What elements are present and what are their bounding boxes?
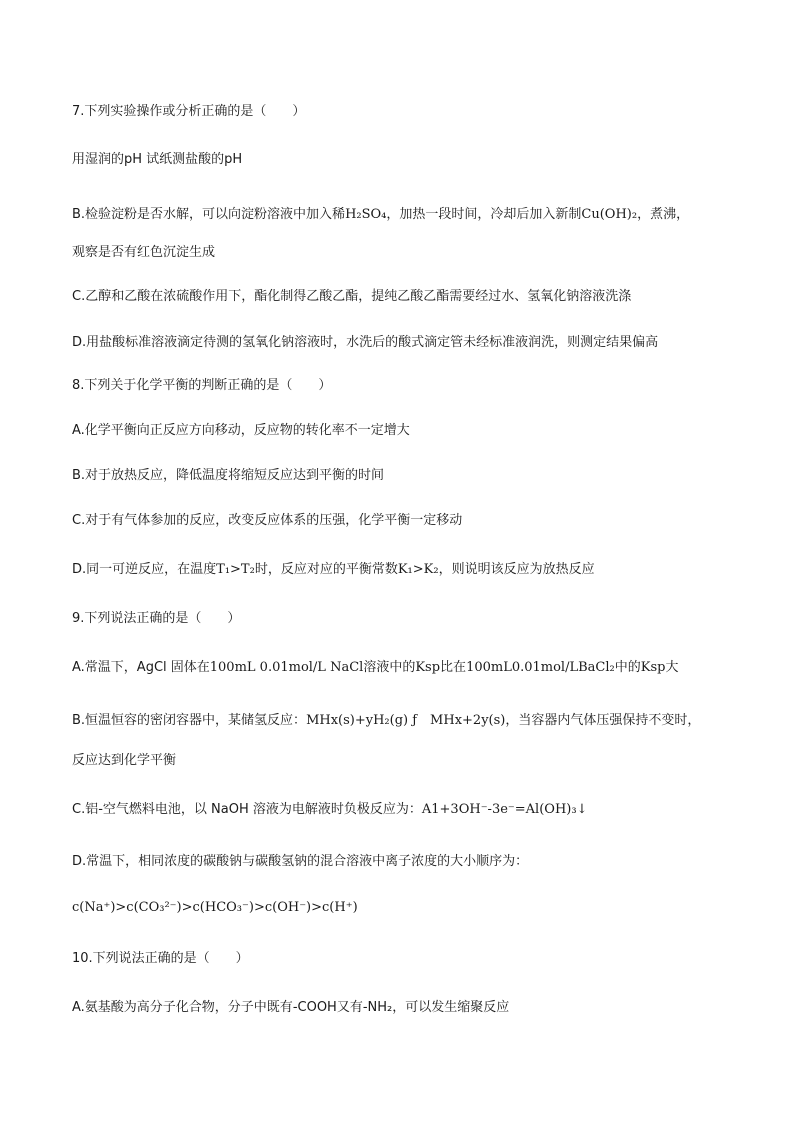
- q10-stem: 10.下列说法正确的是（ ）: [72, 951, 249, 966]
- q9-c-equation: A1+3OH⁻-3e⁻=Al(OH)₃↓: [421, 802, 588, 817]
- q7-b-text-3: ，煮沸，: [637, 207, 690, 222]
- q10-a-text-3: ，可以发生缩聚反应: [392, 1000, 510, 1015]
- q8-d-constants: K₁>K₂: [397, 562, 439, 577]
- q9-option-d-ion-order: c(Na⁺)>c(CO₃²⁻)>c(HCO₃⁻)>c(OH⁻)>c(H⁺): [72, 900, 358, 915]
- q7-b-text-2: ，加热一段时间，冷却后加入新制: [386, 207, 582, 222]
- q9-stem: 9.下列说法正确的是（ ）: [72, 611, 241, 626]
- q10-option-a: [72, 998, 742, 1018]
- q10-a-text-1: A.氨基酸为高分子化合物，分子中既有: [72, 1000, 293, 1015]
- q8-option-a: A.化学平衡向正反应方向移动，反应物的转化率不一定增大: [72, 423, 410, 438]
- q8-stem: 8.下列关于化学平衡的判断正确的是（ ）: [72, 378, 332, 393]
- q7-option-a: 用湿润的pH 试纸测盐酸的pH: [72, 152, 243, 167]
- q7-option-c: C.乙醇和乙酸在浓硫酸作用下，酯化制得乙酸乙酯，提纯乙酸乙酯需要经过水、氢氧化钠溶液洗涤: [72, 289, 632, 304]
- q8-d-text-1: D.同一可逆反应，在温度: [72, 562, 217, 577]
- q7-b-formula-cuoh2: Cu(OH)₂: [581, 207, 638, 222]
- q10-a-text-2: 又有: [336, 1000, 363, 1015]
- q7-option-b-line2: 观察是否有红色沉淀生成: [72, 245, 216, 260]
- q8-d-text-3: ，则说明该反应为放热反应: [438, 562, 595, 577]
- q9-b-text-2: ，当容器内气体压强保持不变时，: [505, 713, 701, 728]
- q9-option-c: [72, 800, 742, 820]
- q8-option-c: C.对于有气体参加的反应，改变反应体系的压强，化学平衡一定移动: [72, 513, 463, 528]
- q9-a-text-4: 中的: [614, 660, 641, 675]
- q8-d-text-2: 时，反应对应的平衡常数: [254, 562, 398, 577]
- q9-b-equation: MHx(s)+yH₂(g) ƒ MHx+2y(s): [306, 713, 506, 728]
- q10-a-nh2: -NH₂: [362, 1000, 393, 1015]
- q9-a-solution-2: 100mL0.01mol/LBaCl₂: [466, 660, 615, 675]
- q7-stem: 7.下列实验操作或分析正确的是（ ）: [72, 104, 306, 119]
- q9-b-text-1: B.恒温恒容的密闭容器中，某储氢反应：: [72, 713, 307, 728]
- q9-option-a: [72, 658, 742, 678]
- q9-a-text-1: A.常温下，AgCl 固体在: [72, 660, 210, 675]
- q8-option-d: [72, 560, 742, 580]
- q7-b-text-1: B.检验淀粉是否水解，可以向淀粉溶液中加入稀: [72, 207, 346, 222]
- q7-option-d: D.用盐酸标准溶液滴定待测的氢氧化钠溶液时，水洗后的酸式滴定管未经标准液润洗，则测定结果偏高: [72, 335, 659, 350]
- q9-a-text-2: 溶液中的: [363, 660, 416, 675]
- q9-a-ksp-1: Ksp: [415, 660, 441, 675]
- q7-b-formula-h2so4: H₂SO₄: [345, 207, 387, 222]
- q9-option-b-line1: [72, 711, 742, 731]
- q9-a-text-5: 大: [665, 660, 679, 675]
- q9-c-text: C.铝-空气燃料电池，以 NaOH 溶液为电解液时负极反应为：: [72, 802, 422, 817]
- q8-d-temps: T₁>T₂: [216, 562, 255, 577]
- q9-option-d-line1: D.常温下，相同浓度的碳酸钠与碳酸氢钠的混合溶液中离子浓度的大小顺序为：: [72, 854, 529, 869]
- q9-option-b-line2: 反应达到化学平衡: [72, 753, 177, 768]
- q9-a-solution-1: 100mL 0.01mol/L NaCl: [209, 660, 364, 675]
- q7-option-b-line1: [72, 205, 742, 225]
- q10-a-cooh: -COOH: [292, 1000, 337, 1015]
- q8-option-b: B.对于放热反应，降低温度将缩短反应达到平衡的时间: [72, 468, 385, 483]
- q9-a-ksp-2: Ksp: [640, 660, 666, 675]
- q9-a-text-3: 比在: [440, 660, 467, 675]
